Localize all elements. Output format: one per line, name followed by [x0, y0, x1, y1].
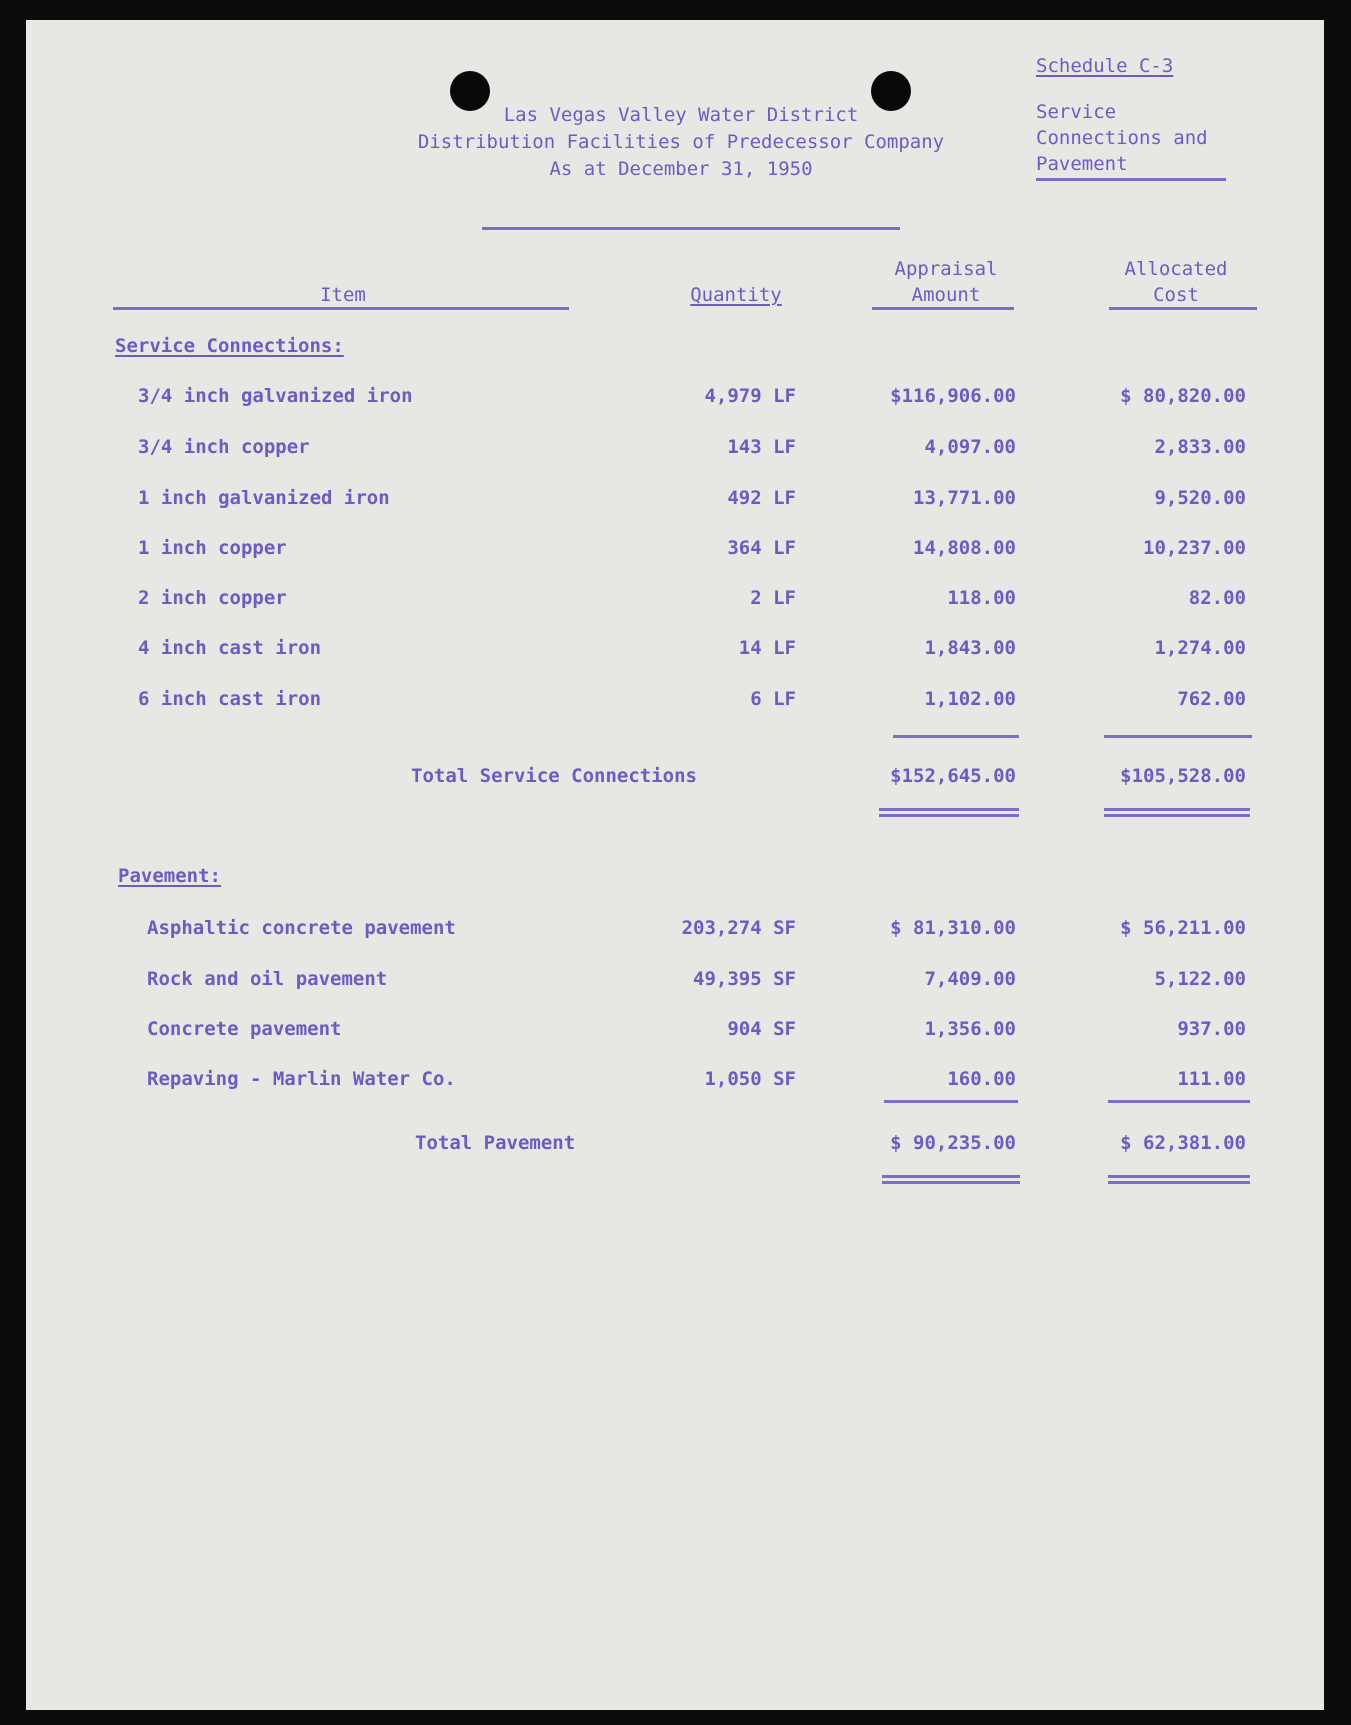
- item-cell: 6 inch cast iron: [138, 688, 322, 710]
- allocated-cell: 111.00: [1177, 1068, 1246, 1090]
- total-label: Total Pavement: [415, 1132, 576, 1154]
- schedule-line-3: Pavement: [1036, 153, 1128, 175]
- total-double-rule-pavement-allocated: [1108, 1175, 1250, 1184]
- appraisal-cell: 160.00: [947, 1068, 1016, 1090]
- appraisal-cell: 13,771.00: [913, 487, 1016, 509]
- schedule-line-2: Connections and: [1036, 127, 1208, 149]
- header-line-2: Distribution Facilities of Predecessor Company: [417, 131, 945, 153]
- quantity-cell: 364 LF: [727, 537, 796, 559]
- header-line-3: As at December 31, 1950: [549, 158, 813, 180]
- column-header-item: Item: [320, 284, 366, 306]
- allocated-cell: 762.00: [1177, 688, 1246, 710]
- item-cell: 1 inch galvanized iron: [138, 487, 390, 509]
- total-appraisal: $152,645.00: [890, 765, 1016, 787]
- allocated-cell: 5,122.00: [1154, 968, 1246, 990]
- item-header-rule: [113, 307, 569, 310]
- appraisal-cell: 4,097.00: [924, 436, 1016, 458]
- appraisal-cell: $ 81,310.00: [890, 917, 1016, 939]
- schedule-underline: [1036, 178, 1226, 181]
- column-header-allocated-2: Cost: [1153, 284, 1199, 306]
- header-rule: [482, 227, 900, 230]
- document-page: [26, 20, 1324, 1710]
- column-header-appraisal-2: Amount: [911, 284, 981, 306]
- appraisal-cell: 1,102.00: [924, 688, 1016, 710]
- appraisal-cell: 1,356.00: [924, 1018, 1016, 1040]
- item-cell: 3/4 inch galvanized iron: [138, 385, 413, 407]
- quantity-cell: 904 SF: [727, 1018, 796, 1040]
- allocated-cell: $ 80,820.00: [1120, 385, 1246, 407]
- header-line-1: Las Vegas Valley Water District: [503, 104, 859, 126]
- quantity-cell: 6 LF: [750, 688, 796, 710]
- section-title-pavement: Pavement:: [118, 865, 221, 887]
- allocated-header-rule: [1109, 307, 1257, 310]
- item-cell: 2 inch copper: [138, 587, 287, 609]
- allocated-cell: 82.00: [1188, 587, 1246, 609]
- allocated-cell: 1,274.00: [1154, 637, 1246, 659]
- allocated-cell: $ 56,211.00: [1120, 917, 1246, 939]
- schedule-line-1: Service: [1036, 101, 1117, 123]
- appraisal-cell: 14,808.00: [913, 537, 1016, 559]
- total-allocated: $105,528.00: [1120, 765, 1246, 787]
- allocated-cell: 9,520.00: [1154, 487, 1246, 509]
- allocated-cell: 2,833.00: [1154, 436, 1246, 458]
- quantity-cell: 492 LF: [727, 487, 796, 509]
- quantity-cell: 49,395 SF: [693, 968, 796, 990]
- item-cell: Asphaltic concrete pavement: [147, 917, 456, 939]
- subtotal-rule-pavement-allocated: [1108, 1100, 1250, 1103]
- quantity-cell: 4,979 LF: [704, 385, 796, 407]
- total-allocated: $ 62,381.00: [1120, 1132, 1246, 1154]
- column-header-allocated-1: Allocated: [1124, 258, 1228, 280]
- total-appraisal: $ 90,235.00: [890, 1132, 1016, 1154]
- subtotal-rule-appraisal: [893, 735, 1019, 738]
- appraisal-cell: 118.00: [947, 587, 1016, 609]
- item-cell: 3/4 inch copper: [138, 436, 310, 458]
- column-header-quantity: Quantity: [690, 284, 782, 306]
- quantity-cell: 2 LF: [750, 587, 796, 609]
- quantity-cell: 1,050 SF: [704, 1068, 796, 1090]
- quantity-cell: 143 LF: [727, 436, 796, 458]
- column-header-appraisal-1: Appraisal: [894, 258, 998, 280]
- appraisal-cell: 7,409.00: [924, 968, 1016, 990]
- allocated-cell: 10,237.00: [1143, 537, 1246, 559]
- item-cell: 4 inch cast iron: [138, 637, 322, 659]
- schedule-id: Schedule C-3: [1036, 55, 1174, 77]
- total-double-rule-pavement-appraisal: [882, 1175, 1020, 1184]
- item-cell: Repaving - Marlin Water Co.: [147, 1068, 456, 1090]
- total-label: Total Service Connections: [411, 765, 697, 787]
- total-double-rule-allocated: [1104, 808, 1250, 817]
- item-cell: Rock and oil pavement: [147, 968, 388, 990]
- item-cell: 1 inch copper: [138, 537, 287, 559]
- appraisal-header-rule: [872, 307, 1014, 310]
- appraisal-cell: 1,843.00: [924, 637, 1016, 659]
- subtotal-rule-pavement-appraisal: [884, 1100, 1018, 1103]
- allocated-cell: 937.00: [1177, 1018, 1246, 1040]
- item-cell: Concrete pavement: [147, 1018, 342, 1040]
- appraisal-cell: $116,906.00: [890, 385, 1016, 407]
- total-double-rule-appraisal: [879, 808, 1019, 817]
- section-title-service: Service Connections:: [115, 335, 344, 357]
- quantity-cell: 14 LF: [738, 637, 796, 659]
- quantity-cell: 203,274 SF: [681, 917, 796, 939]
- subtotal-rule-allocated: [1104, 735, 1252, 738]
